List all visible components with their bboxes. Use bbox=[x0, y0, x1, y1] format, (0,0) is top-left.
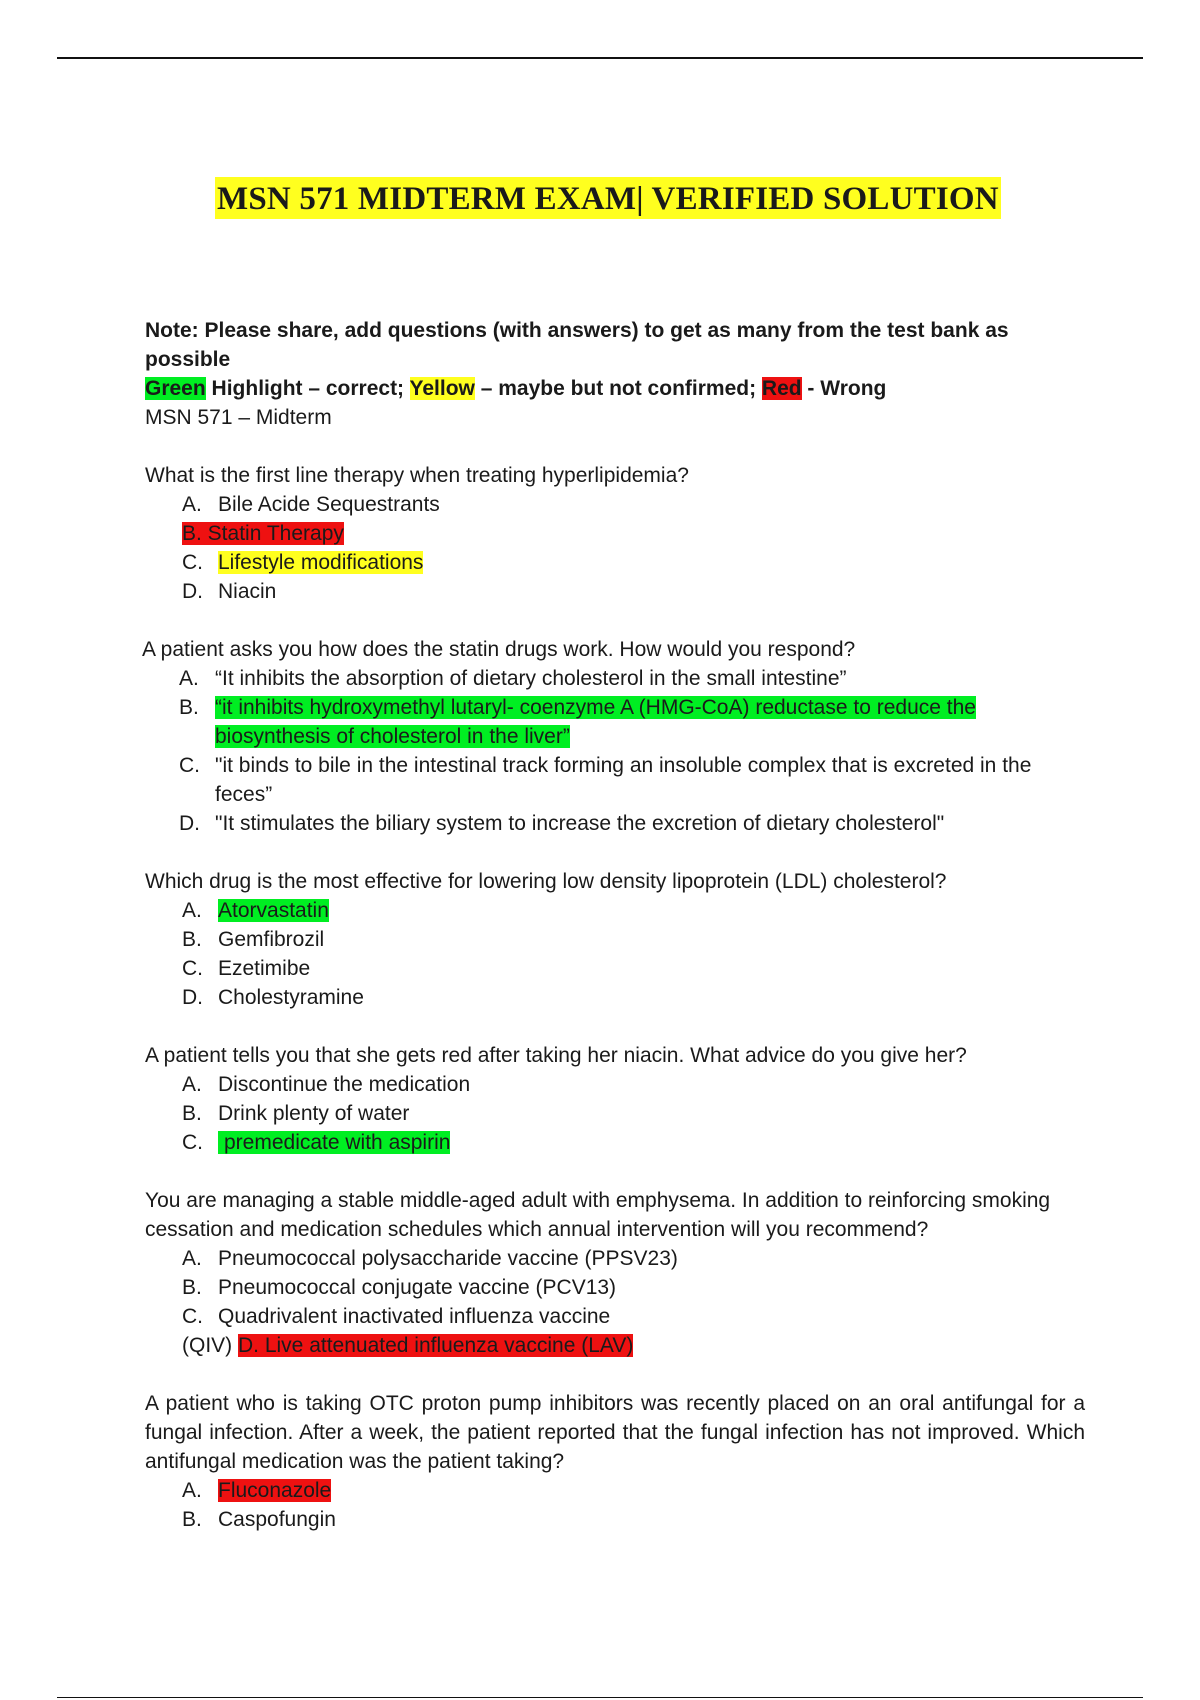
option-a: A. Pneumococcal polysaccharide vaccine (PPSV23) bbox=[182, 1247, 678, 1270]
highlight-legend bbox=[145, 374, 1085, 403]
option-d: D. "It stimulates the biliary system to increase the excretion of dietary cholesterol" bbox=[179, 812, 945, 835]
option-a: A. “It inhibits the absorption of dietary cholesterol in the small intestine” bbox=[179, 667, 847, 690]
question-6 bbox=[145, 1389, 1085, 1534]
legend-red: Red bbox=[761, 377, 802, 400]
top-rule bbox=[57, 57, 1143, 59]
bottom-rule bbox=[57, 1697, 1143, 1698]
option-b: B. Drink plenty of water bbox=[182, 1102, 410, 1125]
legend-green-text: Highlight – correct; bbox=[205, 377, 410, 400]
options-list bbox=[145, 1244, 1085, 1331]
question-2 bbox=[142, 635, 1085, 838]
question-text: A patient who is taking OTC proton pump inhibitors was recently placed on an oral antifungal for a fungal infection. After a week, the patient reported that the fungal infection has not improved. Which antifungal medication was the patient taking? bbox=[145, 1392, 1085, 1473]
question-4 bbox=[145, 1041, 1085, 1157]
document-body bbox=[142, 316, 1085, 1534]
options-list bbox=[145, 896, 1085, 1012]
option-a: A. Discontinue the medication bbox=[182, 1073, 471, 1096]
question-3 bbox=[145, 867, 1085, 1012]
option-d: D. Niacin bbox=[182, 580, 277, 603]
legend-green: Green bbox=[145, 377, 206, 400]
option-b: B. “it inhibits hydroxymethyl lutaryl- coenzyme A (HMG-CoA) reductase to reduce the biosynthesis of cholesterol in the liver” bbox=[179, 696, 976, 748]
option-c: C. Quadrivalent inactivated influenza vaccine bbox=[182, 1305, 611, 1328]
legend-yellow-text: – maybe but not confirmed; bbox=[474, 377, 762, 400]
question-text: Which drug is the most effective for lowering low density lipoprotein (LDL) cholesterol? bbox=[145, 870, 947, 893]
question-text: A patient asks you how does the statin drugs work. How would you respond? bbox=[142, 638, 856, 661]
option-b: B. Caspofungin bbox=[182, 1508, 336, 1531]
option-c: C. "it binds to bile in the intestinal track forming an insoluble complex that is excreted in the feces” bbox=[179, 754, 1032, 806]
option-a: A. Fluconazole bbox=[182, 1479, 332, 1502]
options-list bbox=[145, 490, 1085, 519]
options-list bbox=[145, 1476, 1085, 1534]
legend-yellow: Yellow bbox=[409, 377, 475, 400]
options-list bbox=[145, 548, 1085, 606]
option-c: C. Ezetimibe bbox=[182, 957, 311, 980]
option-c: C. premedicate with aspirin bbox=[182, 1131, 451, 1154]
option-a: A. Bile Acide Sequestrants bbox=[182, 493, 440, 516]
subtitle: MSN 571 – Midterm bbox=[145, 406, 332, 429]
option-c: C. Lifestyle modifications bbox=[182, 551, 424, 574]
question-1 bbox=[145, 461, 1085, 606]
options-list bbox=[142, 664, 1085, 838]
options-list bbox=[145, 1070, 1085, 1157]
question-text: What is the first line therapy when treating hyperlipidemia? bbox=[145, 464, 689, 487]
question-5 bbox=[145, 1186, 1085, 1360]
note: Note: Please share, add questions (with answers) to get as many from the test bank as possible bbox=[145, 319, 1009, 371]
title-block bbox=[215, 177, 1001, 219]
option-d: (QIV) D. Live attenuated influenza vaccine (LAV) bbox=[182, 1334, 634, 1357]
question-text: A patient tells you that she gets red after taking her niacin. What advice do you give her? bbox=[145, 1044, 967, 1067]
option-b: B. Statin Therapy bbox=[182, 522, 344, 545]
option-b: B. Gemfibrozil bbox=[182, 928, 325, 951]
option-a: A. Atorvastatin bbox=[182, 899, 329, 922]
page-title: MSN 571 MIDTERM EXAM| VERIFIED SOLUTION bbox=[215, 177, 1001, 219]
option-d: D. Cholestyramine bbox=[182, 986, 364, 1009]
option-b: B. Pneumococcal conjugate vaccine (PCV13) bbox=[182, 1276, 617, 1299]
legend-red-text: - Wrong bbox=[801, 377, 887, 400]
question-text: You are managing a stable middle-aged adult with emphysema. In addition to reinforcing smoking cessation and medication schedules which annual intervention will you recommend? bbox=[145, 1189, 1051, 1241]
